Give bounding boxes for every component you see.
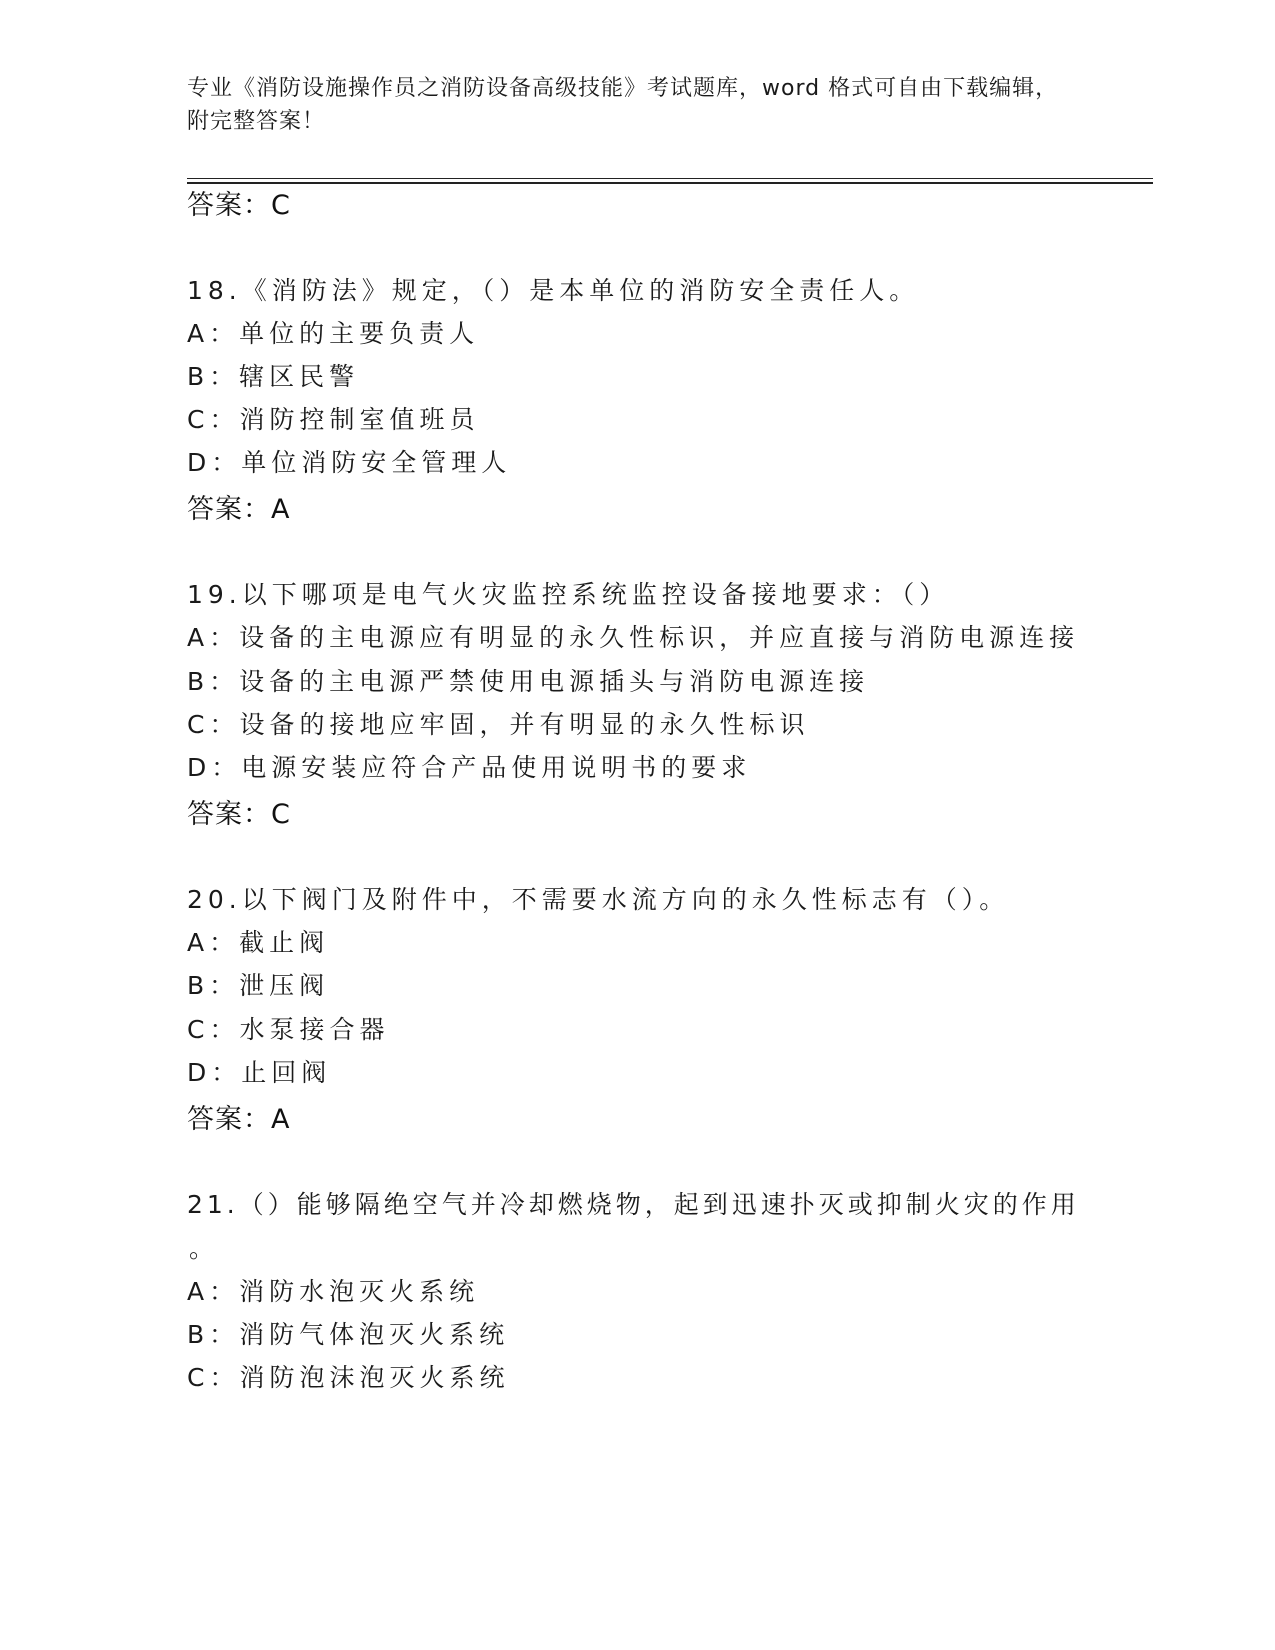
question-21-option-c: C：消防泡沫泡灭火系统 xyxy=(187,1363,510,1392)
question-21-stem: 21.（）能够隔绝空气并冷却燃烧物，起到迅速扑灭或抑制火灾的作用 xyxy=(187,1190,1080,1219)
question-20-option-c: C：水泵接合器 xyxy=(187,1015,390,1044)
question-20-option-d: D：止回阀 xyxy=(187,1058,332,1087)
question-19-answer: 答案：C xyxy=(187,799,291,830)
question-20-option-a: A：截止阀 xyxy=(187,928,330,957)
question-18-option-b: B：辖区民警 xyxy=(187,362,360,391)
question-18-option-d: D：单位消防安全管理人 xyxy=(187,448,512,477)
question-18-stem: 18.《消防法》规定，（）是本单位的消防安全责任人。 xyxy=(187,276,920,305)
question-19-option-c: C：设备的接地应牢固，并有明显的永久性标识 xyxy=(187,710,810,739)
answer-previous: 答案：C xyxy=(187,190,291,221)
header-divider-thick xyxy=(187,182,1153,184)
question-19-stem: 19.以下哪项是电气火灾监控系统监控设备接地要求：（） xyxy=(187,580,950,609)
question-20-stem: 20.以下阀门及附件中，不需要水流方向的永久性标志有（）。 xyxy=(187,885,1010,914)
question-20-option-b: B：泄压阀 xyxy=(187,971,330,1000)
question-19-option-a: A：设备的主电源应有明显的永久性标识，并应直接与消防电源连接 xyxy=(187,623,1080,652)
question-21-option-a: A：消防水泡灭火系统 xyxy=(187,1277,480,1306)
question-18-option-c: C：消防控制室值班员 xyxy=(187,405,480,434)
question-21-option-b: B：消防气体泡灭火系统 xyxy=(187,1320,510,1349)
header-divider-thin xyxy=(187,178,1153,179)
question-20-answer: 答案：A xyxy=(187,1104,291,1135)
question-18-option-a: A：单位的主要负责人 xyxy=(187,319,480,348)
document-header: 专业《消防设施操作员之消防设备高级技能》考试题库，word 格式可自由下载编辑，附完整答案！ xyxy=(187,76,1059,134)
question-19-option-d: D：电源安装应符合产品使用说明书的要求 xyxy=(187,753,752,782)
question-18-answer: 答案：A xyxy=(187,494,291,525)
question-19-option-b: B：设备的主电源严禁使用电源插头与消防电源连接 xyxy=(187,667,870,696)
question-21-stem-continuation: 。 xyxy=(189,1234,215,1263)
